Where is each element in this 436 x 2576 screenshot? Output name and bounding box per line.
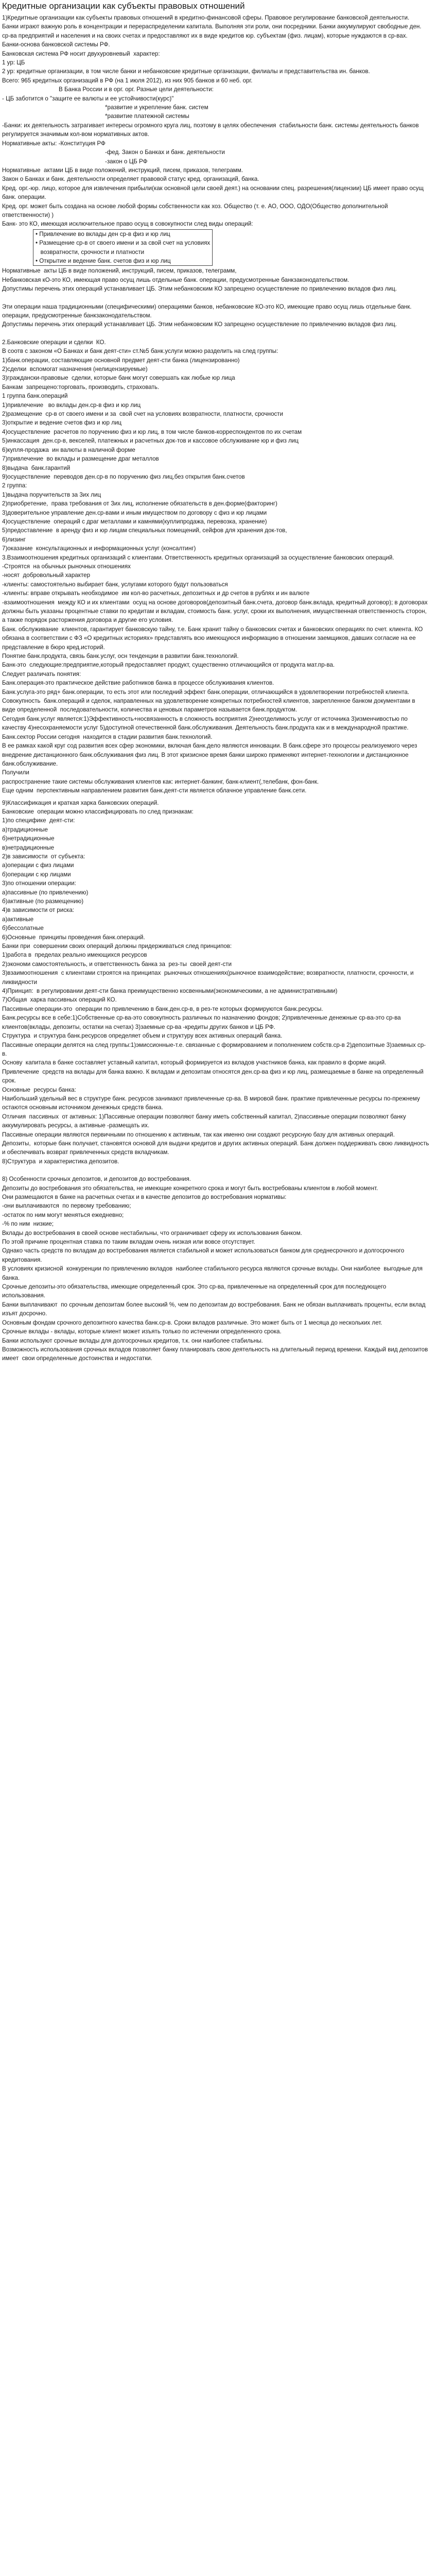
text-paragraph: 2)экономи самостоятельность, и ответственность банка за рез-ты своей деят-сти [2, 960, 232, 968]
text-paragraph: 1)выдача поручительств за 3их лиц [2, 491, 101, 498]
text-paragraph: По этой причине процентная ставка по таким вкладам очень низкая или вовсе отсутствует. [2, 1239, 255, 1246]
text-paragraph: -Строятся на обычных рыночных отношениях [2, 563, 131, 570]
text-paragraph: Банковская система РФ носит двухуровневый характер: [2, 50, 160, 57]
text-paragraph: Понятие банк.продукта, связь банк.услуг, осн тенденции в развитии банк.технологий. [2, 653, 239, 660]
text-paragraph: 7)привлечение во вклады и размещение драг металлов [2, 455, 159, 463]
text-paragraph: -% по ним низкие; [2, 1221, 54, 1228]
text-paragraph: распространение такие системы обслуживания клиентов как: интернет-банкинг, банк-клиент(,телебанк, фон-банк. [2, 778, 319, 785]
text-paragraph: 5)предоставление в аренду физ и юр лицам специальных помещений, сейфов для хранения док-тов, [2, 527, 287, 534]
text-paragraph: -фед. Закон о Банках и банк. деятельности [105, 149, 225, 156]
text-paragraph: Срочные вклады - вклады, которые клиент может изъять только по истечении определенного срока. [2, 1328, 282, 1335]
text-paragraph: Банки выплачивают по срочным депозитам более высокий %, чем по депозитам до востребования. Банк не обязан выплачивать проценты, если вклад изъят досрочно. [2, 1301, 427, 1317]
text-paragraph: -закон о ЦБ РФ [105, 158, 148, 165]
text-paragraph: Банк.операция-это практическое действие работников банка в процессе обслуживания клиентов. [2, 680, 274, 687]
text-paragraph: -клиенты: самостоятельно выбирает банк, услугами которого будут пользоваться [2, 581, 228, 588]
text-paragraph: -взаимоотношения между КО и их клиентами осущ на основе договоров(депозитный банк.счета, договор банк.вклада, кредитный договор); в договорах должны быть указаны процентные ставки по кредитам и вкладам, стоимость банк. услуг, сроки их выполнения, имущественная ответственность сторон, а также порядок расторжения договора и другие его условия. [2, 599, 429, 624]
text-paragraph: 3)открытие и ведение счетов физ и юр лиц [2, 419, 122, 427]
text-paragraph: 3)граждански-правовые сделки, которые банк могут совершать как любые юр лица [2, 375, 235, 382]
spacer [2, 329, 430, 338]
text-paragraph: -остаток по ним могут меняться ежедневно; [2, 1211, 124, 1218]
text-paragraph: а)традиционные [2, 826, 48, 833]
text-paragraph: 2)размещение ср-в от своего имени и за свой счет на условиях возвратности, платности, срочности [2, 411, 283, 418]
text-paragraph: б)бессолатные [2, 925, 44, 932]
text-paragraph: Депозиты до востребования это обязательства, не имеющие конкретного срока и могут быть востребованы клиентом в любой момент. [2, 1184, 378, 1192]
text-paragraph: Нормативные акты: -Конституция РФ [2, 140, 106, 147]
boxed-note [2, 229, 430, 267]
text-paragraph: 1 ур: ЦБ [2, 59, 25, 66]
document-body [2, 13, 430, 1363]
text-paragraph: Сегодня банк.услуг является:1)Эффективность+носвязанность в сложность восприятия 2)неотделимость услуг от источника 3)изменчивостью по качеству 4)несохраняемости услуг 5)доступной отечественной банк.обслуживания. Деятельность банк.продукта как и в международной практике. [2, 715, 410, 732]
text-paragraph: Привлечение средств на вклады для банка важно. К вкладам и депозитам относятся ден.ср-ва физ и юр лиц, размещаемые в банке на определенный срок. [2, 1068, 425, 1084]
text-paragraph: 1)привлечение во вклады ден.ср-в физ и юр лиц [2, 401, 141, 409]
text-paragraph: *развитие и укрепление банк. систем [105, 104, 208, 111]
text-paragraph: 7)оказание консультационных и информационных услуг (консалтинг) [2, 545, 196, 552]
text-paragraph: 3.Взаимоотношения кредитных организаций с клиентами. Ответственность кредитных организаций за осуществление банковских операций. [2, 554, 394, 561]
text-paragraph: 6)лизинг [2, 536, 26, 543]
text-paragraph: Банк.услуга-это ряд+ банк.операции, то есть этот или последний эффект банк.операции, отличающийся в удовлетворении потребностей клиента. [2, 688, 410, 696]
text-paragraph: 1)банк.операции, составляющие основной предмет деят-сти банка (лицензированно) [2, 357, 240, 364]
text-paragraph: -носят добровольный характер [2, 572, 91, 579]
text-paragraph: Банк.ресурсы все в себе:1)Собственные ср-ва-это совокупность различных по назначению фондов; 2)привлеченные денежные ср-ва-это ср-ва клиентов(вклады, депозиты, остатки на счетах) 3)заемные ср-ва -кредиты других банков и ЦБ РФ. [2, 1014, 403, 1030]
spacer [2, 294, 430, 302]
text-paragraph: Банк.сектор России сегодня находится в стадии развития банк.технологий. [2, 733, 213, 740]
text-paragraph: В ее рамках какой круг сод развития всех сфер экономики, включая банк.дело являются инновации. В банк.сфере это процессы реализуемого через внедрение дистанционного банк.обслуживания физ лиц. В этот кризисное время банки широко применяют интернет-технологии и дистанционное банк.обслуживание. [2, 742, 419, 767]
text-paragraph: Банки при совершении своих операций должны придерживаться след принципов: [2, 943, 232, 950]
text-paragraph: Наибольший удельный вес в структуре банк. ресурсов занимают привлеченные ср-ва. В мировой банк. практике привлеченные ресурсы по-прежнему остаются основным источником денежных средств банка. [2, 1095, 422, 1111]
text-paragraph: Отличия пассивных от активных: 1)Пассивные операции позволяют банку иметь собственный капитал, 2)пассивные операции позволяют банку аккумулировать ресурсы, а активные -размещать их. [2, 1113, 408, 1129]
text-paragraph: Еще одним перспективным направлением развития банк.деят-сти является облачное управление банк.сети. [2, 787, 307, 794]
text-paragraph: 5)инкассация ден.ср-в, векселей, платежных и расчетных док-тов и кассовое обслуживание юр и физ лиц [2, 437, 299, 445]
text-paragraph: 3)по отношении операции: [2, 880, 76, 887]
text-paragraph: 2 ур: кредитные организации, в том числе банки и небанковские кредитные организации, филиалы и представительства ин. банков. [2, 68, 370, 75]
text-paragraph: а)пассивные (по привлечению) [2, 889, 89, 896]
text-paragraph: Банки-основа банковской системы РФ. [2, 41, 110, 48]
text-paragraph: Допустимы перечень этих операций устанавливает ЦБ. Этим небанковским КО запрещено осуществление по привлечению вкладов физ лиц. [2, 285, 397, 293]
text-paragraph: 2 группа: [2, 482, 27, 489]
text-paragraph: Возможность использования срочных вкладов позволяет банку планировать свою деятельность на длительный период времени. Каждый вид депозитов имеет свои определенные достоинства и недостатки. [2, 1346, 430, 1362]
text-paragraph: Они размещаются в банке на расчетных счетах и в качестве депозитов до востребования нормативы: [2, 1194, 287, 1200]
text-paragraph: Всего: 965 кредитных организаций в РФ (на 1 июля 2012), из них 905 банков и 60 неб. орг. [2, 77, 253, 84]
text-paragraph: Следует различать понятия: [2, 670, 81, 677]
text-paragraph: Пассивные операции являются первичными по отношению к активным, так как именно они создают ресурсную базу для активных операций. [2, 1131, 395, 1138]
text-paragraph: 3)взаимоотношения с клиентами строятся на принципах рыночных отношениях(рыночное взаимодействие; возвратности, платности, срочности, и ликвидности [2, 970, 415, 986]
text-paragraph: б)нетрадиционные [2, 835, 55, 842]
text-paragraph: Эти операции наша традиционными (специфическими) операциями банков, небанковские КО-это КО, имеющие право осущ лишь отдельные банк. операции, предусмотренные банкзаконодательством. [2, 303, 413, 319]
text-paragraph: 1)по специфике деят-сти: [2, 817, 75, 824]
text-paragraph: 6)Основные принципы проведения банк.операций. [2, 934, 145, 941]
text-paragraph: 2)сделки вспомогат назначения (нелицензируемые) [2, 366, 148, 373]
text-paragraph: Структура и структура банк.ресурсов определяет объем и структуру всех активных операций банка. [2, 1032, 283, 1040]
text-paragraph: Основу капитала в банке составляет уставный капитал, который формируется из вкладов участников банка, как правило в форме акций. [2, 1059, 387, 1066]
text-paragraph: *развитие платежной системы [105, 113, 189, 120]
text-paragraph: 7)Общая харка пассивных операций КО. [2, 996, 117, 1004]
boxed-note-text: • Привлечение во вклады ден ср-в физ и юр лиц • Размещение ср-в от своего имени и за свой счет на условиях возвратности, срочности и платности • Открытие и ведение банк. счетов физ и юр лиц [33, 229, 213, 266]
text-paragraph: Однако часть средств по вкладам до востребования является стабильной и может использоваться банком для среднесрочного и долгосрочного кредитования. [2, 1247, 406, 1263]
text-paragraph: -Банки: их деятельность затрагивает интересы огромного круга лиц, поэтому в целях обеспечения стабильности банк. системы деятельность банков регулируется значимым кол-вом нормативных актов. [2, 122, 421, 138]
text-paragraph: Банки используют срочные вклады для долгосрочных кредитов, т.к. они наиболее стабильны. [2, 1337, 263, 1344]
text-paragraph: 4)Принцип: в регулировании деят-сти банка преимущественно косвенными(экономическими, а не административными) [2, 988, 338, 995]
text-paragraph: Закон о Банках и банк. деятельности определяет правовой статус кред. организаций, банка. [2, 176, 259, 183]
document-title: Кредитные организации как субъекты правовых отношений [2, 1, 245, 11]
text-paragraph: -они выплачиваются по первому требованию; [2, 1202, 131, 1210]
text-paragraph: а)активные [2, 916, 34, 923]
text-paragraph: Банковские операции можно классифицировать по след признакам: [2, 808, 194, 815]
text-paragraph: В условиях кризисной конкуренции по привлечению вкладов наиболее стабильного ресурса являются срочные вклады. Они наиболее выгодные для банка. [2, 1265, 425, 1281]
text-paragraph: 9)Классификация и краткая харка банковских операций. [2, 799, 159, 806]
text-paragraph: Банк. обслуживание клиентов, гарантирует банковскую тайну, т.е. Банк хранит тайну о банковских счетах и банковских операциях по счет. клиента. КО обязана в соответствии с ФЗ «О кредитных историях» представлять всю имеющуюся информацию в отношении заемщиков, давших согласие на ее представление в бюро кред.историй. [2, 625, 425, 651]
text-paragraph: 2)приобретение, права требования от 3их лиц, исполнение обязательств в ден.форме(факторинг) [2, 500, 277, 507]
text-paragraph: Кред. орг. может быть создана на основе любой формы собственности как хоз. Общество (т. е. АО, ООО, ОДО(Общество дополнительной ответственности) ) [2, 202, 390, 218]
text-paragraph: 4)осуществление операций с драг металлами и камнями(куплипродажа, перевозка, хранение) [2, 518, 267, 525]
text-paragraph: В Банка России и в орг. орг. Разные цели деятельности: [59, 86, 214, 93]
text-paragraph: 8)Структура и характеристика депозитов. [2, 1158, 119, 1165]
text-paragraph: в)нетрадиционные [2, 844, 55, 851]
text-paragraph: 3)доверительное управление ден.ср-вами и иным имуществом по договору с физ и юр лицами [2, 509, 267, 516]
text-paragraph: 2.Банковские операции и сделки КО. [2, 338, 106, 346]
text-paragraph: Банкам запрещено:торговать, производить, страховать. [2, 383, 160, 391]
text-paragraph: Нормативные актами ЦБ в виде положений, инструкций, писем, приказов, телеграмм. [2, 166, 243, 174]
text-paragraph: Банки играют важную роль в концентрации и перераспределении капитала. Выполняя эти роли, они посредники. Банки аккумулируют свободные ден. ср-ва предприятий и населения и на своих счетах и предоставляют их в виде кредитов юр. субъектам (физ. лицам), которые нуждаются в ср-вах. [2, 23, 423, 39]
text-paragraph: Кред. орг.-юр. лицо, которое для извлечения прибыли(как основной цели своей деят.) на основании спец. разрешения(лицензии) ЦБ имеет право осущ банк. операции. [2, 184, 426, 201]
text-paragraph: 4)в зависимости от риска: [2, 907, 75, 914]
text-paragraph: б)активные (по размещению) [2, 898, 84, 905]
text-paragraph: Получили [2, 769, 29, 776]
spacer [2, 1166, 430, 1175]
text-paragraph: - ЦБ заботится о "защите ее валюты и ее устойчивости(курс)" [2, 95, 174, 102]
text-paragraph: Допустимы перечень этих операций устанавливает ЦБ. Этим небанковским КО запрещено осуществление по привлечению вкладов физ лиц. [2, 321, 397, 328]
text-paragraph: 2)в зависимости от субъекта: [2, 853, 85, 860]
text-paragraph: а)операции с физ лицами [2, 862, 74, 869]
text-paragraph: Вклады до востребования в своей основе нестабильны, что ограничивает сферу их использования банком. [2, 1229, 302, 1236]
text-paragraph: Основные ресурсы банка: [2, 1086, 76, 1093]
text-paragraph: 1)работа в пределах реально имеющихся ресурсов [2, 952, 147, 959]
text-paragraph: Совокупность банк.операций и сделок, направленных на удовлетворение конкретных потребностей клиентов, закрепленное банком документами в виде определенной последовательности, количества и ценовых параметров называется банк.продуктом. [2, 698, 417, 714]
text-paragraph: 8) Особенности срочных депозитов, и депозитов до востребования. [2, 1176, 191, 1183]
text-paragraph: Основным фондам срочного депозитного качества банк.ср-в. Сроки вкладов различные. Это может быть от 1 месяца до нескольких лет. [2, 1319, 382, 1326]
text-paragraph: Пассивные операции делятся на след группы:1)эмиссионные-т.е. связанные с формированием и пополнением собств.ср-в 2)депозитные 3)заемных ср-в. [2, 1041, 426, 1057]
text-paragraph: 1 группа банк.операций [2, 393, 68, 400]
text-paragraph: 1)Кредитные организации как субъекты правовых отношений в кредитно-финансовой сферы. Правовое регулирование банковской деятельности. [2, 14, 410, 21]
text-paragraph: -клиенты: вправе открывать необходимое им кол-во расчетных, депозитных и др счетов в рублях и ин валюте [2, 590, 310, 597]
text-paragraph: 8)выдача банк.гарантий [2, 464, 71, 471]
text-paragraph: 6)купля-продажа ин валюты в наличной форме [2, 446, 135, 453]
text-paragraph: Банк-это следующие:предприятие,который предоставляет продукт, существенно отличающийся от продукта мат.пр-ва. [2, 662, 335, 669]
text-paragraph: Срочные депозиты-это обязательства, имеющие определенный срок. Это ср-ва, привлеченные на определенный срок для последующего использования. [2, 1283, 388, 1299]
text-paragraph: Небанковская кО-это КО, имеющая право осущ лишь отдельные банк. операции, предусмотренные банкзаконодательством. [2, 276, 350, 283]
text-paragraph: 4)осуществление расчетов по поручению физ и юр лиц, в том числе банков-корреспондентов по их счетам [2, 428, 302, 435]
text-paragraph: б)операции с юр лицами [2, 871, 71, 878]
text-paragraph: В соотв с законом «О Банках и банк деят-сти» ст.№5 банк.услуги можно разделить на след группы: [2, 348, 278, 355]
text-paragraph: Пассивные операции-это операции по привлечению в банк.ден.ср-в, в рез-те которых формируются банк.ресурсы. [2, 1005, 323, 1012]
text-paragraph: Нормативные акты ЦБ в виде положений, инструкций, писем, приказов, телеграмм, [2, 267, 237, 275]
text-paragraph: Банк- это КО, имеющая исключительное право осущ в совокупности след виды операций: [2, 221, 253, 228]
text-paragraph: 9)осуществление переводов ден.ср-в по поручению физ лиц,без открытия банк.счетов [2, 473, 245, 480]
text-paragraph: Депозиты, которые банк получает, становятся основой для выдачи кредитов и других активных операций. Банк должен поддерживать свою ликвидность и обеспечивать возврат привлеченных средств вкладчикам. [2, 1140, 431, 1156]
